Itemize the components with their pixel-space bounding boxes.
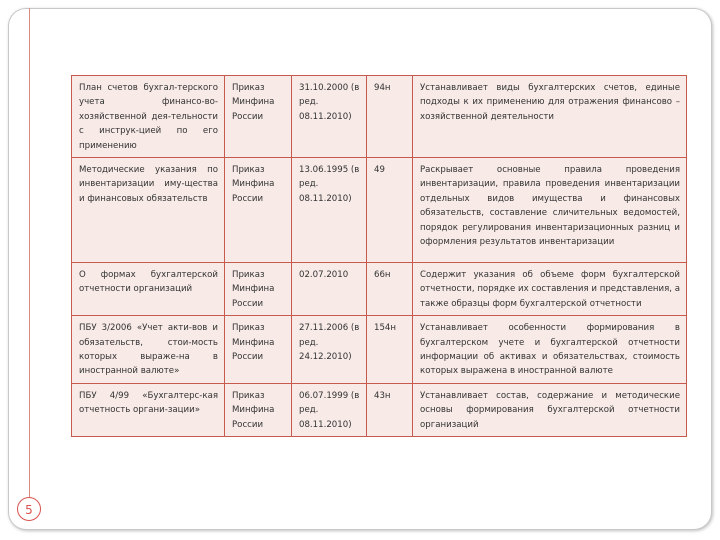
description-cell: Раскрывает основные правила проведения инвентаризации, правила проведения инвентаризации отдельных видов имущества и финансовых обязательств, составление сличительных ведомостей, порядок регулирования инвентаризационных разниц и оформления результатов инвентаризации	[413, 158, 687, 263]
table-row	[72, 158, 687, 263]
date-text: 13.06.1995 (в ред.	[299, 165, 360, 190]
document-name-cell: Методические указания по инвентаризации иму-щества и финансовых обязательств	[72, 158, 225, 263]
number-cell: 43н	[367, 383, 413, 436]
issuer-cell: Приказ Минфина России	[225, 263, 292, 316]
table-row	[72, 76, 687, 158]
issuer-cell: Приказ Минфина России	[225, 316, 292, 384]
date-text: 31.10.2000 (в ред.	[299, 83, 360, 108]
description-cell: Устанавливает состав, содержание и методические основы формирования бухгалтерской отчетности организаций	[413, 383, 687, 436]
document-name-cell: ПБУ 3/2006 «Учет акти-вов и обязательств, стои-мость которых выраже-на в иностранной валюте»	[72, 316, 225, 384]
revision-date-text: 08.11.2010)	[299, 193, 352, 204]
table-row	[72, 383, 687, 436]
description-cell: Устанавливает особенности формирования в бухгалтерском учете и бухгалтерской отчетности информации об активах и обязательствах, стоимость которых выражена в иностранной валюте	[413, 316, 687, 384]
issuer-cell: Приказ Минфина России	[225, 158, 292, 263]
number-cell: 94н	[367, 76, 413, 158]
number-cell: 49	[367, 158, 413, 263]
document-name-cell: ПБУ 4/99 «Бухгалтерс-кая отчетность органи-зации»	[72, 383, 225, 436]
page-number-badge: 5	[17, 497, 41, 521]
issuer-cell: Приказ Минфина России	[225, 76, 292, 158]
number-cell: 154н	[367, 316, 413, 384]
regulations-table	[71, 75, 687, 437]
slide-margin-line	[29, 8, 30, 500]
document-name-cell: План счетов бухгал-терского учета финансо-во-хозяйственной дея-тельности с инструк-цией по его применению	[72, 76, 225, 158]
issuer-cell: Приказ Минфина России	[225, 383, 292, 436]
table-row	[72, 263, 687, 316]
date-cell	[292, 263, 367, 316]
description-cell: Устанавливает виды бухгалтерских счетов, единые подходы к их применению для отражения финансово – хозяйственной деятельности	[413, 76, 687, 158]
date-cell	[292, 158, 367, 263]
date-text: 02.07.2010	[299, 270, 349, 281]
number-cell: 66н	[367, 263, 413, 316]
document-name-cell: О формах бухгалтерской отчетности организаций	[72, 263, 225, 316]
date-cell	[292, 316, 367, 384]
revision-date-text: 08.11.2010)	[299, 419, 352, 430]
table-row	[72, 316, 687, 384]
date-text: 27.11.2006 (в ред.	[299, 323, 360, 348]
revision-date-text: 08.11.2010)	[299, 111, 352, 122]
date-cell	[292, 383, 367, 436]
description-cell: Содержит указания об объеме форм бухгалтерской отчетности, порядке их составления и представления, а также образцы форм бухгалтерской отчетности	[413, 263, 687, 316]
date-text: 06.07.1999 (в ред.	[299, 390, 360, 416]
revision-date-text: 24.12.2010)	[299, 352, 352, 363]
date-cell	[292, 76, 367, 158]
